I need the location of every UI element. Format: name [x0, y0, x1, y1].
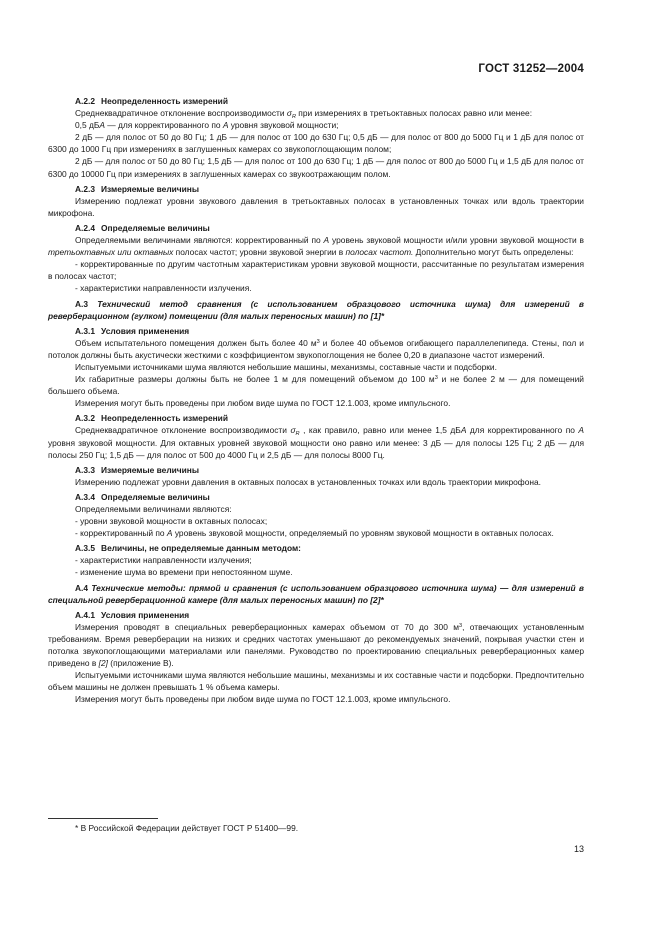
- paragraph: Испытуемыми источниками шума являются небольшие машины, механизмы и их составные части и подсборки. Предпочтительно объем машины не должен превышать 1 % объема камеры.: [48, 670, 584, 693]
- subsection-number: А.3.2: [75, 413, 96, 424]
- page-number: 13: [573, 844, 584, 854]
- paragraph: Определяемыми величинами являются: корректированный по А уровень звуковой мощности и/или уровни звуковой мощности в третьоктавных или октавных полосах частот; уровни звуковой энергии в полосах частот. Дополнительно могут быть определены:: [48, 235, 585, 258]
- paragraph: Объем испытательного помещения должен быть более 40 $м^3$ и более 40 объемов огибающего параллелепипеда. Стены, пол и потолок должны быть акустически жесткими с коэффициентом звукопоглощения не более 0,20 в диапазоне частот измерений.: [48, 337, 584, 360]
- paragraph: Определяемыми величинами являются:: [75, 504, 232, 514]
- paragraph: Испытуемыми источниками шума являются небольшие машины, механизмы, составные части и подсборки.: [75, 361, 497, 372]
- paragraph: Среднеквадратичное отклонение воспроизводимости $\sigma_R$ при измерениях в третьоктавных полосах равно или менее:: [75, 108, 533, 121]
- subsection-heading: [48, 542, 584, 554]
- subsection-title: Измеряемые величины: [101, 464, 200, 475]
- paragraph: Измерения могут быть проведены при любом виде шума по ГОСТ 12.1.003, кроме импульсного.: [75, 398, 451, 409]
- subsection-number: А.3.5: [75, 543, 96, 554]
- subsection-heading: [48, 183, 584, 195]
- subsection-heading: [48, 222, 584, 234]
- section-title: Технический метод сравнения (с использованием образцового источника шума) для измерений в реверберационном (гулком) помещении (для малых переносных машин) по [1]*: [48, 298, 584, 321]
- paragraph: Измерению подлежат уровни давления в октавных полосах в установленных точках или вдоль траектории микрофона.: [75, 476, 541, 487]
- paragraph: - корректированный по А уровень звуковой мощности, определяемый по уровням звуковой мощности в октавных полосах.: [75, 528, 554, 539]
- section-number: А.3: [75, 298, 98, 309]
- document-header: ГОСТ 31252—2004: [478, 63, 584, 75]
- paragraph: - изменение шума во времени при непостоянном шуме.: [75, 567, 293, 578]
- section-title: Технические методы: прямой и сравнения (с использованием образцового источника шума) — для измерений в специальной реверберационной камере (для малых переносных машин) по [2]*: [48, 582, 584, 605]
- section-heading: [48, 582, 584, 606]
- subsection-title: Измеряемые величины: [101, 183, 200, 194]
- subsection-heading: [48, 412, 584, 424]
- subsection-title: Определяемые величины: [101, 222, 210, 233]
- paragraph: - характеристики направленности излучения;: [75, 555, 252, 566]
- paragraph: Измерения проводят в специальных реверберационных камерах объемом от 70 до 300 $м^3$, отвечающих установленным требованиям. Время реверберации на низких и средних частотах уменьшают до рекомендуемых значений, покрывая участки стен и потолка звукопоглощающими материалами или панелями. Руководство по проектированию специальных реверберационных камер приведено в [2] (приложение В).: [48, 621, 585, 669]
- section-heading: [48, 298, 584, 322]
- subsection-title: Определяемые величины: [101, 491, 210, 502]
- subsection-heading: [48, 491, 584, 503]
- paragraph: - корректированные по другим частотным характеристикам уровни звуковой мощности, рассчитанные по результатам измерения в полосах частот;: [48, 259, 584, 282]
- subsection-title: Величины, не определяемые данным методом:: [101, 543, 301, 554]
- footnote: * В Российской Федерации действует ГОСТ Р 51400—99.: [75, 823, 299, 833]
- paragraph: - уровни звуковой мощности в октавных полосах;: [75, 516, 268, 527]
- section-number: А.4: [75, 582, 92, 593]
- subsection-number: А.3.1: [75, 325, 96, 336]
- paragraph: Измерения могут быть проведены при любом виде шума по ГОСТ 12.1.003, кроме импульсного.: [75, 694, 451, 705]
- paragraph: - характеристики направленности излучения.: [75, 283, 252, 294]
- subsection-title: Условия применения: [101, 609, 190, 620]
- subsection-number: А.2.4: [75, 222, 96, 233]
- subsection-heading: [48, 464, 584, 476]
- document-body: [48, 92, 584, 706]
- subsection-heading: [48, 609, 584, 621]
- subsection-number: А.2.3: [75, 183, 96, 194]
- paragraph: 2 дБ — для полос от 50 до 80 Гц; 1 дБ — для полос от 100 до 630 Гц; 0,5 дБ — для полос от 800 до 5000 Гц и 1 дБ для полос от 6300 до 1000 Гц при измерениях в заглушенных камерах со звукопоглощающим полом;: [48, 132, 584, 155]
- subsection-number: А.3.4: [75, 491, 96, 502]
- paragraph: Их габаритные размеры должны быть не более 1 м для помещений объемом до 100 $м^3$ и не более 2 м — для помещений большего объема.: [48, 374, 584, 397]
- paragraph: Измерению подлежат уровни звукового давления в третьоктавных полосах в установленных точках или вдоль траектории микрофона.: [48, 195, 584, 218]
- subsection-heading: [48, 95, 584, 107]
- paragraph: Среднеквадратичное отклонение воспроизводимости $\sigma_R$ , как правило, равно или менее 1,5 дБА для корректированного по А уровня звуковой мощности. Для октавных уровней звуковой мощности оно равно или менее: 3 дБ — для полосы 125 Гц; 2 дБ — для полосы 250 Гц; 1,5 дБ — для полос от 500 до 4000 Гц и 2,5 дБ — для полосы 8000 Гц.: [48, 425, 584, 460]
- subsection-number: А.4.1: [75, 609, 96, 620]
- subsection-title: Условия применения: [101, 325, 190, 336]
- paragraph: 2 дБ — для полос от 50 до 80 Гц; 1,5 дБ — для полос от 100 до 630 Гц; 1 дБ — для полос от 800 до 5000 Гц и 1,5 дБ для полос от 6300 до 10000 Гц при измерениях в заглушенных камерах со звукоотражающим полом.: [48, 156, 584, 179]
- subsection-number: А.3.3: [75, 464, 96, 475]
- subsection-heading: [48, 325, 584, 337]
- paragraph: 0,5 дБА — для корректированного по А уровня звуковой мощности;: [75, 120, 339, 131]
- subsection-title: Неопределенность измерений: [101, 96, 228, 106]
- subsection-number: А.2.2: [75, 96, 96, 106]
- subsection-title: Неопределенность измерений: [101, 413, 228, 424]
- footnote-divider: [48, 818, 158, 819]
